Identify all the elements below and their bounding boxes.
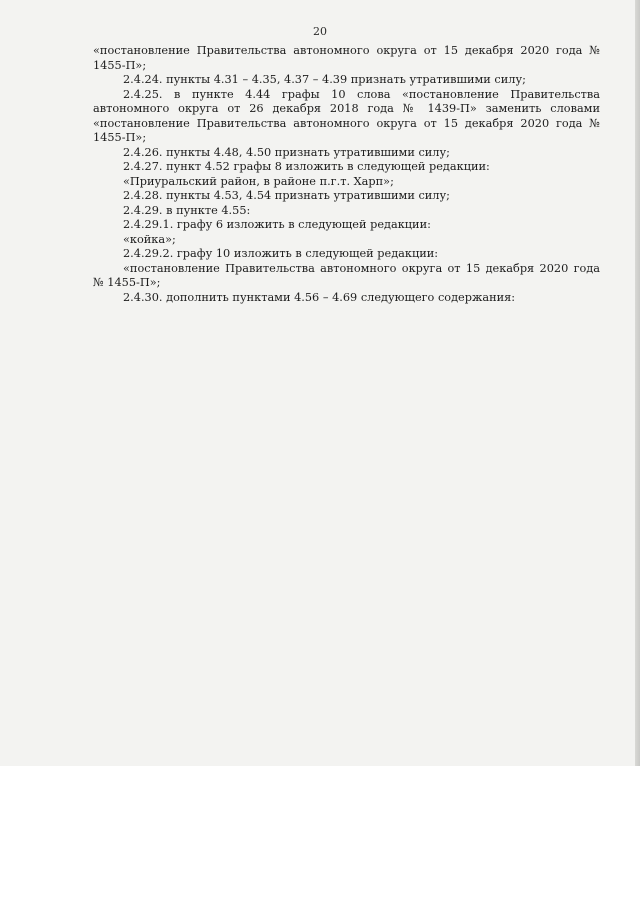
- paragraph-2-4-25: 2.4.25. в пункте 4.44 графы 10 слова «постановление Правительства автономного округа от 26 декабря 2018 года № 1439-П» заменить словами «постановление Правительства автономного округа от 15 декабря 2020 года № 1455-П»;: [93, 87, 600, 144]
- paragraph-continuation: «постановление Правительства автономного округа от 15 декабря 2020 года № 1455-П»;: [93, 44, 600, 72]
- paragraph-2-4-29: 2.4.29. в пункте 4.55:: [123, 203, 251, 217]
- page-number: 20: [313, 25, 327, 38]
- paragraph-2-4-24: 2.4.24. пункты 4.31 – 4.35, 4.37 – 4.39 признать утратившими силу;: [123, 73, 526, 86]
- paragraph-2-4-29-2-quote: «постановление Правительства автономного округа от 15 декабря 2020 года № 1455-П»;: [93, 261, 600, 289]
- document-body: [93, 44, 600, 305]
- paragraph-2-4-28: 2.4.28. пункты 4.53, 4.54 признать утратившими силу;: [123, 189, 450, 202]
- paragraph-2-4-29-1-quote: «койка»;: [123, 232, 176, 246]
- blank-margin: [0, 766, 640, 905]
- paragraph-2-4-29-2: 2.4.29.2. графу 10 изложить в следующей редакции:: [123, 247, 439, 260]
- paragraph-2-4-27: 2.4.27. пункт 4.52 графы 8 изложить в следующей редакции:: [123, 160, 490, 173]
- paragraph-2-4-27-quote: «Приуральский район, в районе п.г.т. Харп»;: [123, 174, 394, 188]
- scan-edge-shadow: [635, 0, 640, 766]
- paragraph-2-4-26: 2.4.26. пункты 4.48, 4.50 признать утратившими силу;: [123, 145, 450, 159]
- paragraph-2-4-29-1: 2.4.29.1. графу 6 изложить в следующей редакции:: [123, 218, 431, 231]
- paragraph-2-4-30: 2.4.30. дополнить пунктами 4.56 – 4.69 следующего содержания:: [123, 290, 516, 304]
